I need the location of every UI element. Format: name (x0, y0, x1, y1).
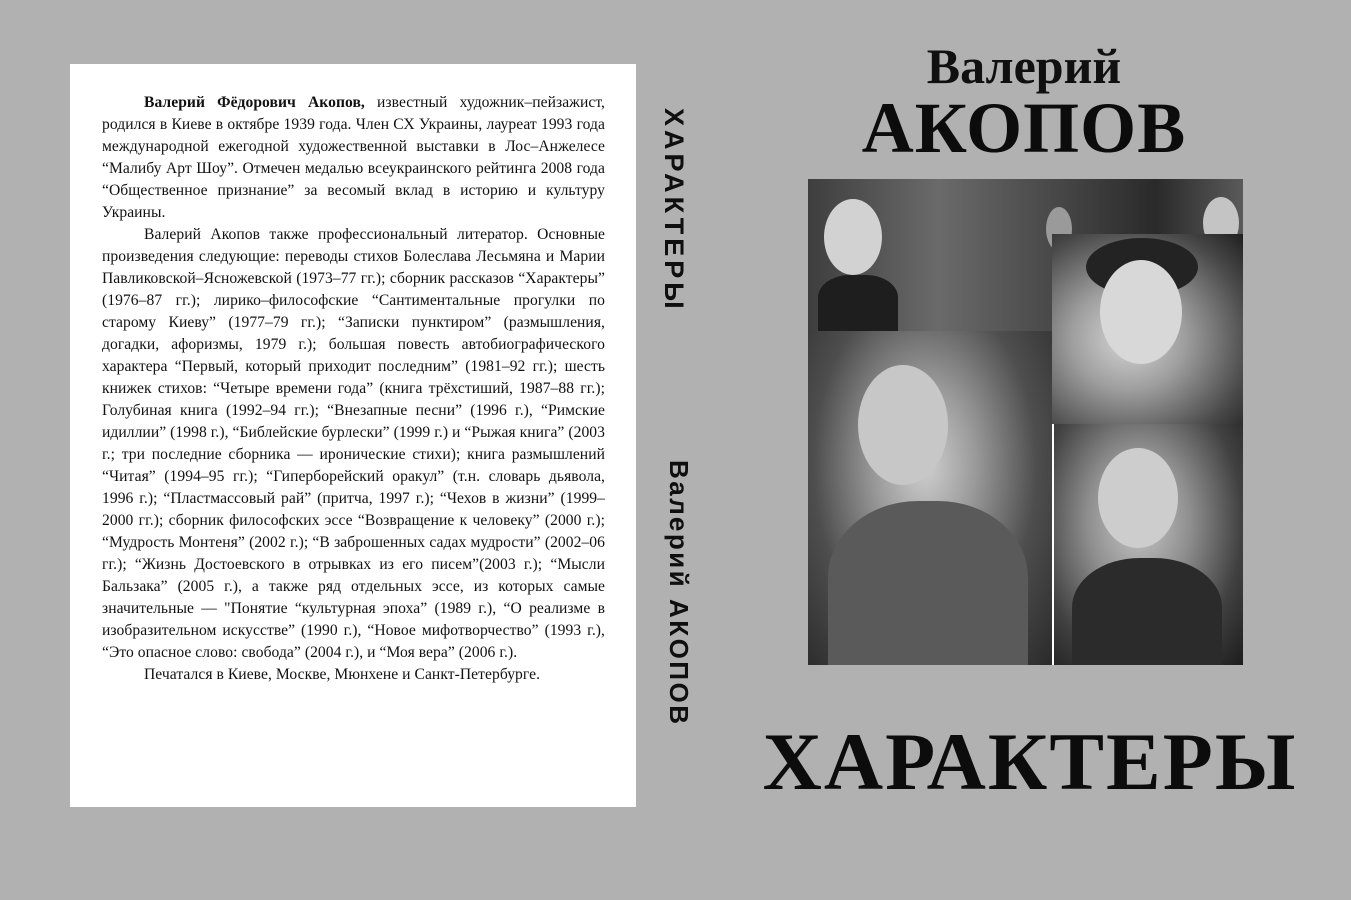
photo-man-with-scarf (1054, 424, 1243, 665)
cover-author-last-name: АКОПОВ (861, 88, 1187, 168)
cover-book-title: ХАРАКТЕРЫ (762, 716, 1298, 807)
author-full-name: Валерий Фёдорович Акопов, (144, 94, 365, 111)
bio-paragraph-2-text: Валерий Акопов также профессиональный литератор. Основные произведения следующие: переводы стихов Болеслава Лесьмяна и Марии Павликовской–Ясножевской (1973–77 гг.); сборник рассказов “Характеры” (1976–87 гг.); лирико–философские “Сантиментальные прогулки по старому Киеву” (1977–79 гг.); “Записки пунктиром” (размышления, догадки, афоризмы, 1979 г.); большая повесть автобиографического характера “Первый, который приходит последним” (1981–92 гг.); шесть книжек стихов: “Четыре времени года” (книга трёхстиший, 1987–88 гг.); Голубиная книга (1992–94 гг.); “Внезапные песни” (1996 г.), “Римские идиллии” (1998 г.), “Библейские бурлески” (1999 г.) и “Рыжая книга” (2003 г.; три последние сборника — иронические стихи); книга размышлений “Читая” (1994–95 гг.); “Гиперборейский оракул” (т.н. словарь дьявола, 1996 г.); “Пластмассовый рай” (притча, 1997 г.); “Чехов в жизни” (1999–2000 гг.); сборник философских эссе “Возвращение к человеку” (2000 г.); “Мудрость Монтеня” (2002 г.); “В заброшенных садах мудрости” (2002–06 гг.); “Жизнь Достоевского в отрывках из его писем”(2003 г.); “Мысли Бальзака” (2005 г.), а также ряд отдельных эссе, из которых самые значительные — "Понятие “культурная эпоха” (1989 г.), “О реализме в изобразительном искусстве” (1990 г.), “Новое мифотворчество” (1993 г.), “Это опасное слово: свобода” (2004 г.), и “Моя вера” (2006 г.). (102, 226, 605, 661)
bio-paragraph-3 (102, 664, 605, 686)
spine-author: Валерий АКОПОВ (664, 460, 694, 727)
cover-photo-collage (808, 179, 1243, 665)
photo-curly-haired-woman (1052, 234, 1243, 424)
bio-paragraph-1 (102, 92, 605, 224)
spine-title: ХАРАКТЕРЫ (659, 108, 689, 313)
portrait-woman-face (1100, 260, 1182, 364)
portrait-man-scarf (1072, 558, 1222, 665)
portrait-young-woman (824, 199, 882, 275)
cover-author-first-name: Валерий (926, 38, 1122, 94)
back-cover-panel (70, 64, 636, 807)
portrait-young-woman-shoulders (818, 275, 898, 331)
portrait-bearded-man-jacket (828, 501, 1028, 665)
portrait-bearded-man-face (858, 365, 948, 485)
photo-bearded-man (808, 331, 1052, 665)
author-biography (102, 92, 605, 686)
portrait-man-face (1098, 448, 1178, 548)
bio-paragraph-2 (102, 224, 605, 664)
bio-paragraph-3-text: Печатался в Киеве, Москве, Мюнхене и Санкт-Петербурге. (144, 666, 541, 683)
bio-paragraph-1-text: известный художник–пейзажист, родился в Киеве в октябре 1939 года. Член СХ Украины, лауреат 1993 года международной ежегодной художественной выставки в Лос–Анжелесе “Малибу Арт Шоу”. Отмечен медалью всеукраинского рейтинга 2008 года “Общественное признание” за весомый вклад в историю и культуру Украины. (102, 94, 605, 221)
